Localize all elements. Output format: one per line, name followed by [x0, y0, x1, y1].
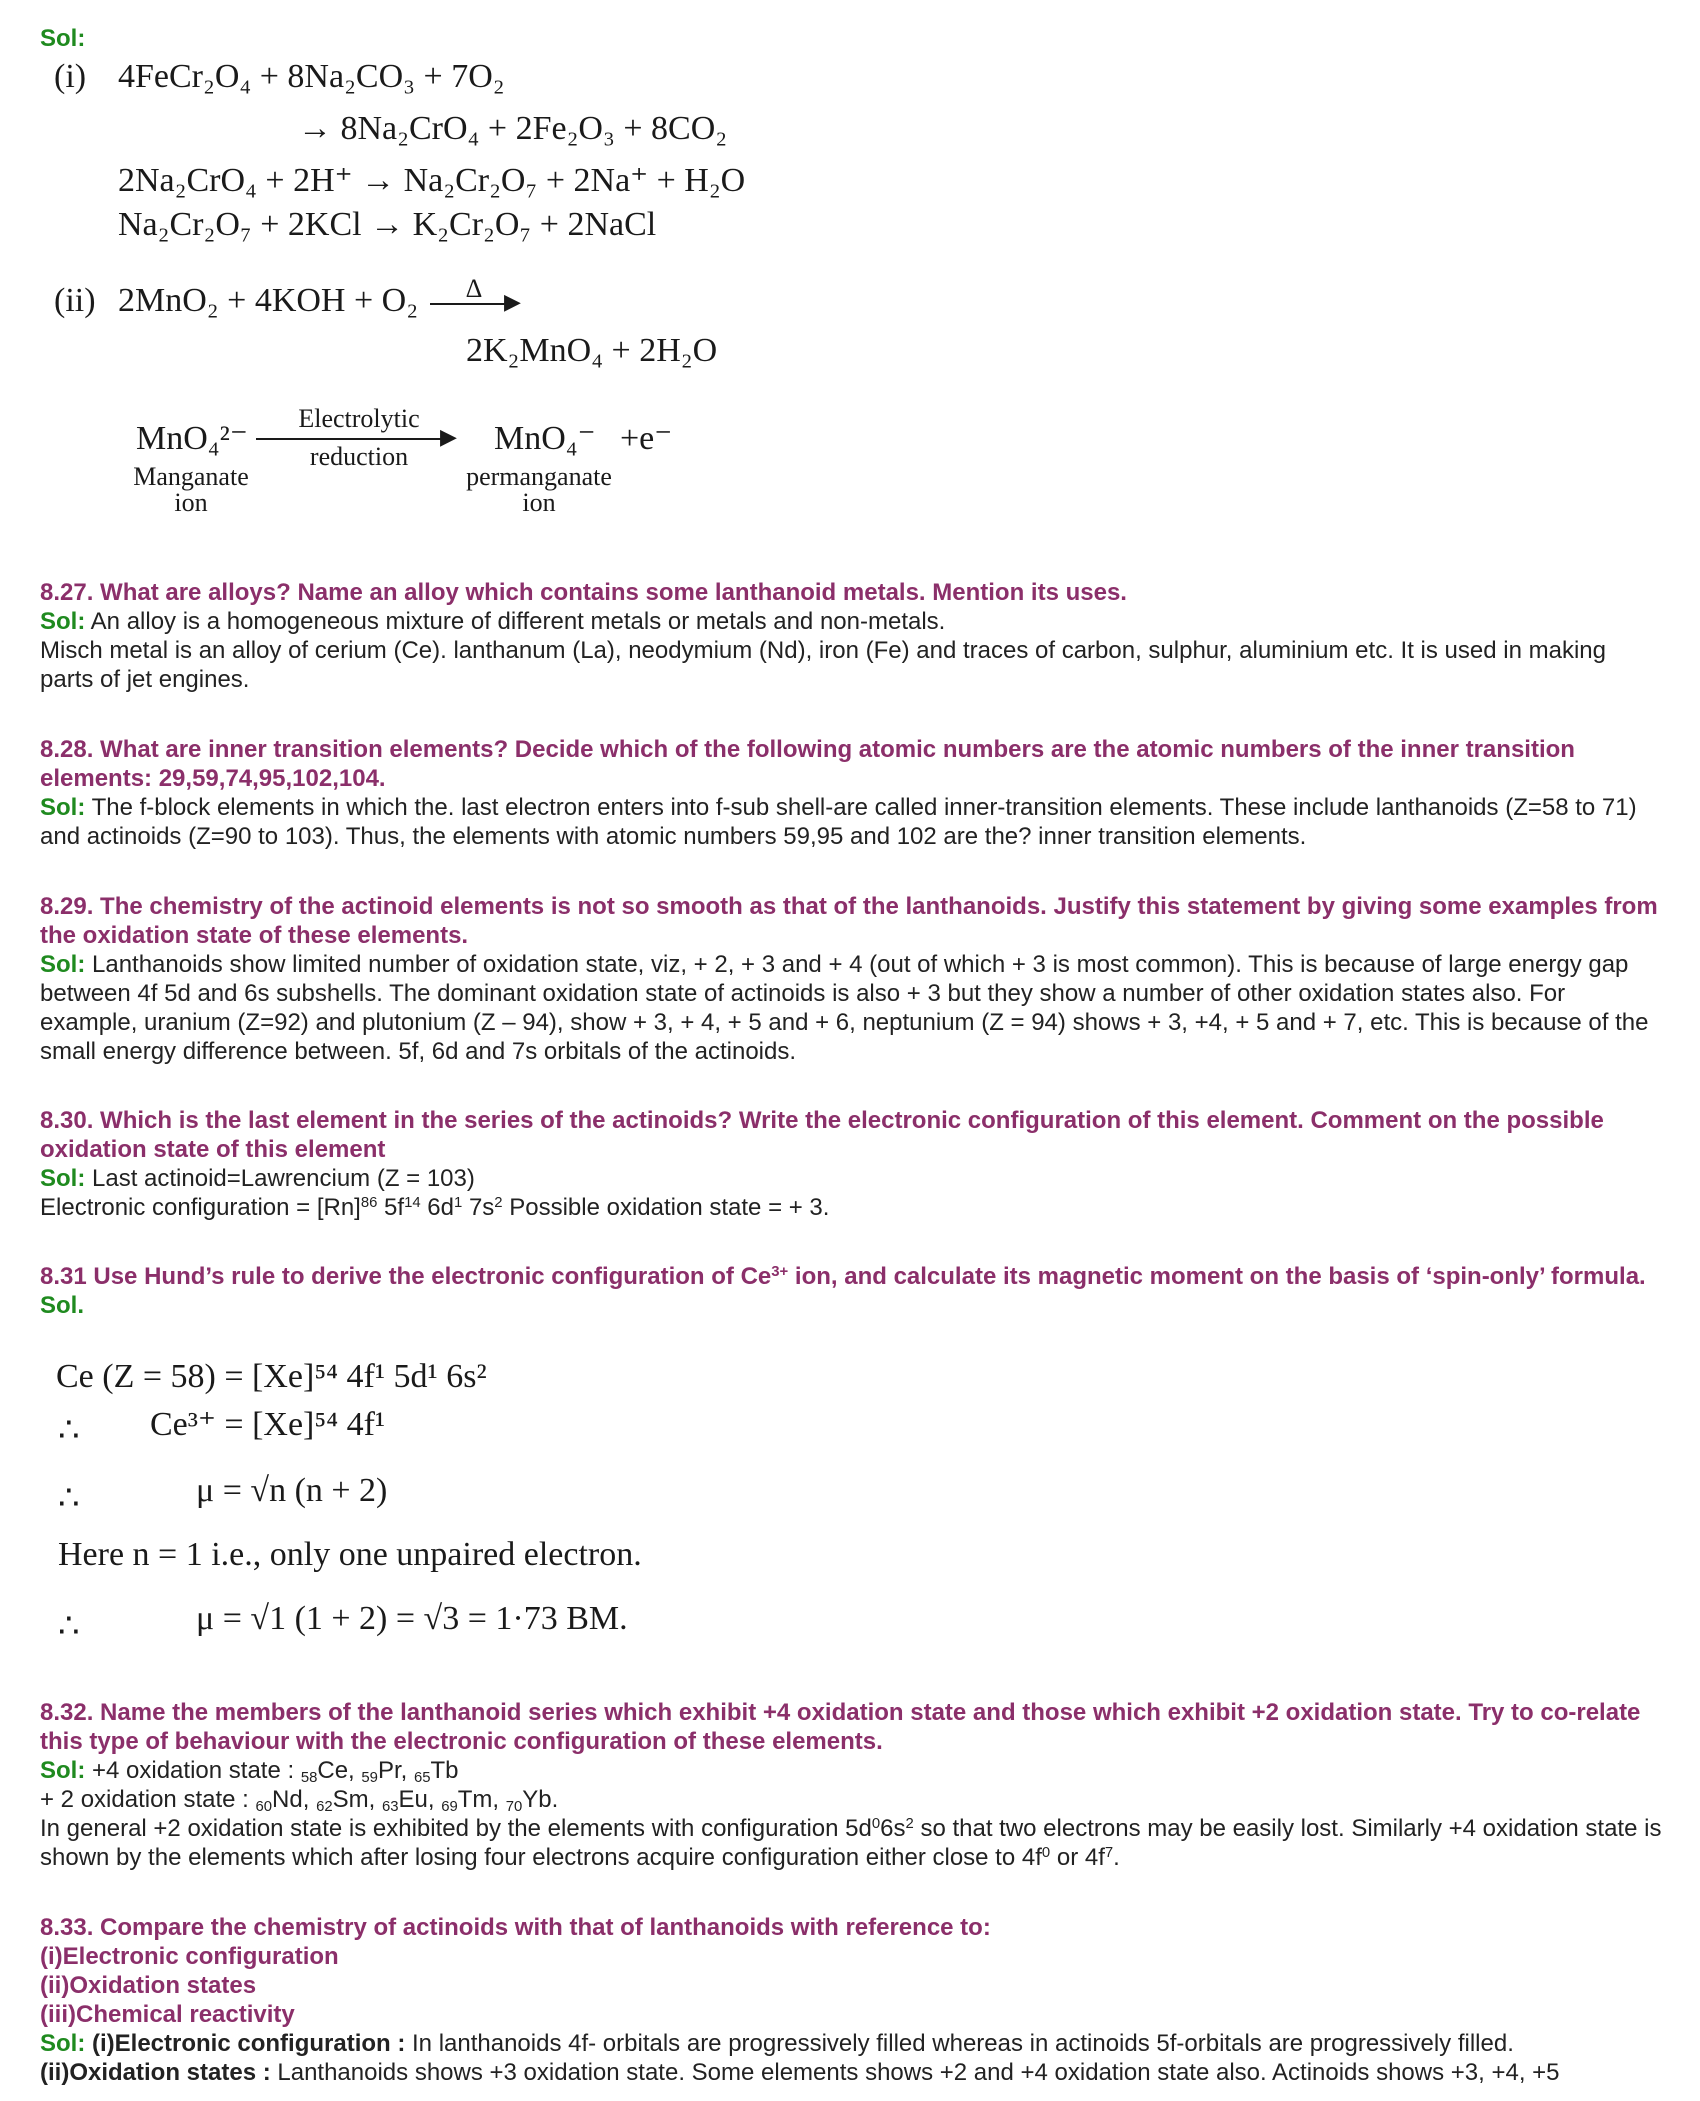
permanganate-ion-label: ion: [522, 488, 556, 517]
question-8-28-text: 8.28. What are inner transition elements? Decide which of the following atomic numbers are the atomic numbers of the inner transition elements: 29,59,74,95,102,104.: [40, 736, 1575, 792]
permanganate-formula: MnO₄⁻: [494, 420, 596, 457]
equation-4a: 2MnO₂ + 4KOH + O₂: [118, 282, 419, 319]
question-8-30-text: 8.30. Which is the last element in the series of the actinoids? Write the electronic configuration of this element. Comment on the possible oxidation state of this element: [40, 1107, 1604, 1163]
sol-label: Sol.: [40, 1292, 85, 1319]
answer-8-30-line1: [40, 1164, 1665, 1193]
arrow-head-1: ▶: [504, 289, 521, 314]
question-8-28: [40, 735, 1665, 851]
ce-config: Ce (Z = 58) = [Xe]⁵⁴ 4f¹ 5d¹ 6s²: [56, 1358, 487, 1395]
mu-result: μ = √1 (1 + 2) = √3 = 1·73 BM.: [196, 1600, 628, 1637]
electrolytic-label: Electrolytic: [298, 404, 420, 433]
answer-8-33-line2: (ii)Oxidation states : Lanthanoids shows +3 oxidation state. Some elements shows +2 and +4 oxidation state also. Actinoids shows +3, +4, +5: [40, 2059, 1560, 2086]
question-8-33-item2: (ii)Oxidation states: [40, 1972, 257, 1999]
answer-text: The f-block elements in which the. last electron enters into f-sub shell-are called inner-transition elements. These include lanthanoids (Z=58 to 71) and actinoids (Z=90 to 103). Thus, the elements with atomic numbers 59,95 and 102 are the? inner transition elements.: [40, 794, 1637, 850]
answer-8-33-line1: Sol: (i)Electronic configuration : In lanthanoids 4f- orbitals are progressively filled whereas in actinoids 5f-orbitals are progressively filled.: [40, 2030, 1514, 2057]
question-8-33: [40, 1913, 1665, 2087]
ce3-config: Ce³⁺ = [Xe]⁵⁴ 4f¹: [150, 1406, 386, 1443]
question-8-27: [40, 578, 1665, 694]
sol-label: Sol:: [40, 2030, 86, 2057]
sol-label: Sol:: [40, 1757, 86, 1784]
label-ii: (ii): [54, 282, 96, 319]
mu-formula: μ = √n (n + 2): [196, 1472, 388, 1509]
equation-1b: → 8Na₂CrO₄ + 2Fe₂O₃ + 8CO₂: [298, 110, 728, 147]
question-8-31-text: 8.31 Use Hund’s rule to derive the electronic configuration of $Ce^{3+}$ ion, and calculate its magnetic moment on the basis of ‘spin-only’ formula.: [40, 1263, 1646, 1290]
answer-text: An alloy is a homogeneous mixture of different metals or metals and non-metals.: [90, 608, 946, 635]
plus4-line: Sol: +4 oxidation state : $_{58}$Ce, $_{59}$Pr, $_{65}$Tb: [40, 1757, 459, 1787]
question-8-31: [40, 1262, 1665, 1320]
answer-8-27-line2: Misch metal is an alloy of cerium (Ce). lanthanum (La), neodymium (Nd), iron (Fe) and traces of carbon, sulphur, aluminium etc. It is used in making parts of jet engines.: [40, 637, 1606, 693]
therefore-3: ∴: [58, 1608, 80, 1645]
equation-2: 2Na₂CrO₄ + 2H⁺ → Na₂Cr₂O₇ + 2Na⁺ + H₂O: [118, 162, 746, 199]
sol-label: Sol:: [40, 951, 86, 978]
sol-label: Sol:: [40, 794, 86, 821]
equation-1a: 4FeCr₂O₄ + 8Na₂CO₃ + 7O₂: [118, 58, 505, 95]
question-8-29: [40, 892, 1665, 1066]
sol-label: Sol:: [40, 608, 86, 635]
reduction-arrow: [256, 438, 446, 440]
manganate-label: Manganate: [133, 462, 249, 491]
unpaired-statement: Here n = 1 i.e., only one unpaired electron.: [58, 1536, 642, 1573]
answer-8-30-line2: Electronic configuration = $[Rn]^{86}$ $5f^{14}$ $6d^1$ $7s^2$ Possible oxidation state = + 3.: [40, 1194, 830, 1221]
permanganate-label: permanganate: [466, 462, 612, 491]
manganate-ion-label: ion: [174, 488, 208, 517]
label-i: (i): [54, 58, 87, 95]
equation-3: Na₂Cr₂O₇ + 2KCl → K₂Cr₂O₇ + 2NaCl: [118, 206, 657, 243]
delta-symbol: Δ: [465, 274, 483, 303]
electron-term: +e⁻: [620, 420, 673, 457]
heat-arrow: [430, 303, 510, 305]
plus2-line: + 2 oxidation state : $_{60}$Nd, $_{62}$Sm, $_{63}$Eu, $_{69}$Tm, $_{70}$Yb.: [40, 1786, 559, 1816]
question-8-27-text: 8.27. What are alloys? Name an alloy which contains some lanthanoid metals. Mention its uses.: [40, 579, 1127, 606]
question-8-33-item3: (iii)Chemical reactivity: [40, 2001, 295, 2028]
reduction-label: reduction: [309, 442, 409, 471]
answer-text: Last actinoid=Lawrencium (Z = 103): [92, 1165, 475, 1192]
answer-8-29: [40, 950, 1665, 1066]
arrow-head-2: ▶: [440, 424, 457, 449]
question-8-33-text: 8.33. Compare the chemistry of actinoids with that of lanthanoids with reference to:: [40, 1914, 991, 1941]
answer-8-28: [40, 793, 1665, 851]
question-8-29-text: 8.29. The chemistry of the actinoid elements is not so smooth as that of the lanthanoids. Justify this statement by giving some examples from the oxidation state of these elements.: [40, 893, 1658, 949]
manganate-formula: MnO₄²⁻: [136, 420, 248, 457]
question-8-32: [40, 1698, 1665, 1872]
general-text: In general +2 oxidation state is exhibited by the elements with configuration $5d^06s^2$ so that two electrons may be easily lost. Similarly +4 oxidation state is shown by the elements which after losing four electrons acquire configuration either close to $4f^0$ or $4f^7$.: [40, 1815, 1662, 1871]
answer-8-27-line1: [40, 607, 1665, 636]
question-8-33-item1: (i)Electronic configuration: [40, 1943, 339, 1970]
sol-label: Sol:: [40, 1165, 86, 1192]
therefore-1: ∴: [58, 1412, 80, 1449]
sol-label-top: Sol:: [40, 25, 86, 52]
answer-text: Lanthanoids show limited number of oxidation state, viz, + 2, + 3 and + 4 (out of which + 3 is most common). This is because of large energy gap between 4f 5d and 6s subshells. The dominant oxidation state of actinoids is also + 3 but they show a number of other oxidation states also. For example, uranium (Z=92) and plutonium (Z – 94), show + 3, + 4, + 5 and + 6, neptunium (Z = 94) shows + 3, +4, + 5 and + 7, etc. This is because of the small energy difference between. 5f, 6d and 7s orbitals of the actinoids.: [40, 951, 1649, 1065]
question-8-32-text: 8.32. Name the members of the lanthanoid series which exhibit +4 oxidation state and those which exhibit +2 oxidation state. Try to co-relate this type of behaviour with the electronic configuration of these elements.: [40, 1699, 1641, 1755]
therefore-2: ∴: [58, 1480, 80, 1517]
question-8-30: [40, 1106, 1665, 1222]
equation-4b: 2K₂MnO₄ + 2H₂O: [466, 332, 718, 369]
